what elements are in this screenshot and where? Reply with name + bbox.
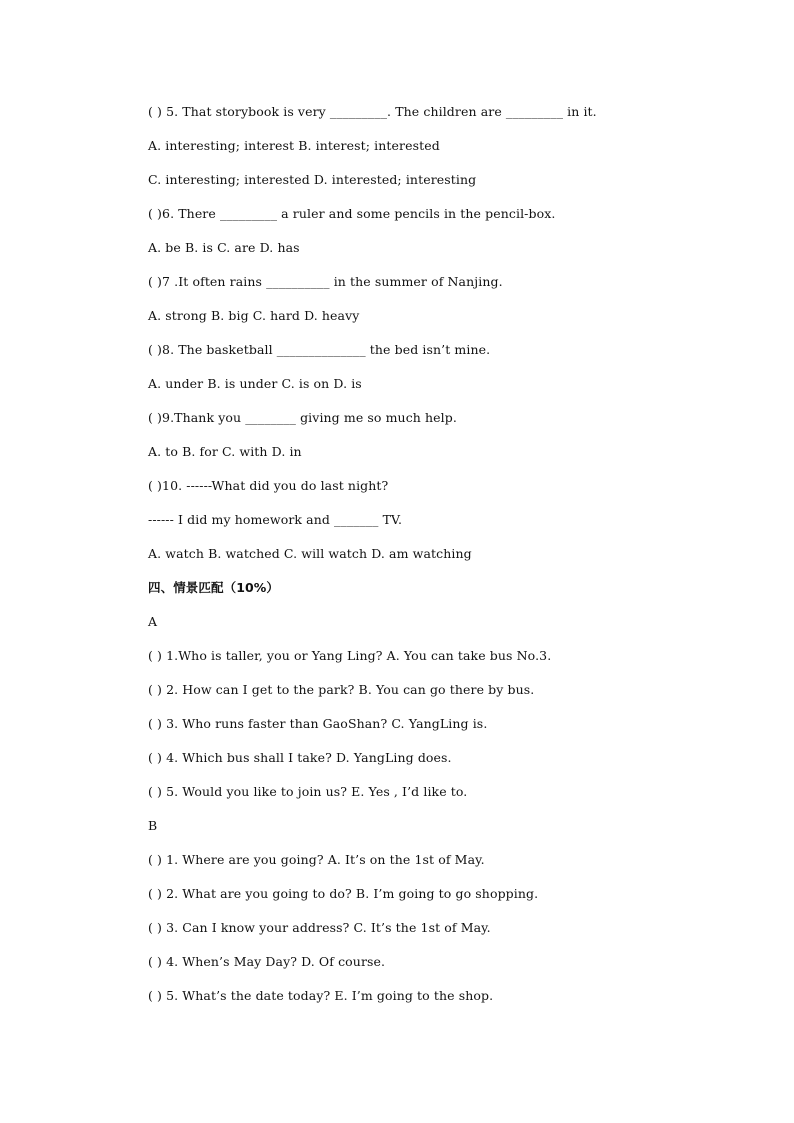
question-6-options: A. be B. is C. are D. has (148, 240, 300, 255)
match-a-item-2: ( ) 2. How can I get to the park? B. You can go there by bus. (148, 682, 535, 697)
question-9-options: A. to B. for C. with D. in (148, 444, 302, 459)
question-7-options: A. strong B. big C. hard D. heavy (148, 308, 360, 323)
question-7-stem: ( )7 .It often rains __________ in the summer of Nanjing. (148, 274, 503, 289)
question-5-options-ab: A. interesting; interest B. interest; interested (148, 138, 440, 153)
part-b-label: B (148, 818, 158, 833)
match-a-item-1: ( ) 1.Who is taller, you or Yang Ling? A. You can take bus No.3. (148, 648, 552, 663)
match-b-item-2: ( ) 2. What are you going to do? B. I’m going to go shopping. (148, 886, 539, 901)
question-9-stem: ( )9.Thank you ________ giving me so much help. (148, 410, 457, 425)
question-10-reply: ------ I did my homework and _______ TV. (148, 512, 403, 527)
match-a-item-5: ( ) 5. Would you like to join us? E. Yes , I’d like to. (148, 784, 468, 799)
match-b-item-3: ( ) 3. Can I know your address? C. It’s the 1st of May. (148, 920, 491, 935)
question-10-options: A. watch B. watched C. will watch D. am watching (148, 546, 472, 561)
question-5-stem: ( ) 5. That storybook is very _________. The children are _________ in it. (148, 104, 597, 119)
question-8-options: A. under B. is under C. is on D. is (148, 376, 362, 391)
match-b-item-1: ( ) 1. Where are you going? A. It’s on the 1st of May. (148, 852, 485, 867)
section-4-heading: 四、情景匹配（10%） (148, 580, 280, 595)
worksheet-body (148, 101, 748, 1019)
match-a-item-4: ( ) 4. Which bus shall I take? D. YangLing does. (148, 750, 452, 765)
part-a-label: A (148, 614, 158, 629)
question-5-options-cd: C. interesting; interested D. interested; interesting (148, 172, 477, 187)
match-b-item-4: ( ) 4. When’s May Day? D. Of course. (148, 954, 386, 969)
match-b-item-5: ( ) 5. What’s the date today? E. I’m going to the shop. (148, 988, 494, 1003)
question-6-stem: ( )6. There _________ a ruler and some pencils in the pencil-box. (148, 206, 556, 221)
question-10-stem: ( )10. ------What did you do last night? (148, 478, 389, 493)
match-a-item-3: ( ) 3. Who runs faster than GaoShan? C. YangLing is. (148, 716, 488, 731)
question-8-stem: ( )8. The basketball ______________ the bed isn’t mine. (148, 342, 491, 357)
